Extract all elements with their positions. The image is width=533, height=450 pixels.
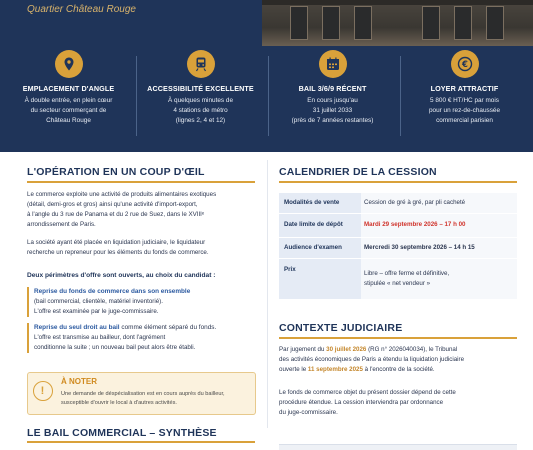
text-line: arrondissement de Paris.	[27, 221, 96, 228]
table-value: Cession de gré à gré, par pli cacheté	[361, 193, 517, 213]
operation-paragraph-2	[27, 238, 255, 258]
feature-divider	[400, 56, 401, 136]
feature-title: ACCESSIBILITÉ EXCELLENTE	[147, 84, 254, 93]
heading-rule	[27, 441, 255, 443]
offer-option-fonds	[27, 287, 257, 317]
table-key: Modalités de vente	[279, 193, 361, 213]
text-line: Une demande de déspécialisation est en cours auprès du bailleur,	[61, 391, 225, 397]
feature-line: 5 800 € HT/HC par mois	[430, 97, 499, 104]
feature-line: (lignes 2, 4 et 12)	[175, 117, 226, 125]
text-fragment: à l'encontre de la société.	[362, 366, 435, 373]
table-row	[279, 258, 517, 299]
storefront-photo	[262, 0, 533, 46]
warning-icon: !	[33, 381, 53, 401]
text-line: La société ayant été placée en liquidation judiciaire, le liquidateur	[27, 239, 206, 246]
text-line: des activités économiques de Paris a étendu la liquidation judiciaire	[279, 356, 465, 363]
heading-rule	[279, 337, 517, 339]
heading-rule	[279, 181, 517, 183]
table-row	[279, 237, 517, 258]
operation-paragraph-1	[27, 190, 255, 230]
feature-title: BAIL 3/6/9 RÉCENT	[298, 84, 367, 93]
offer-lead: Deux périmètres d'offre sont ouverts, au choix du candidat :	[27, 272, 216, 279]
table-value: Mercredi 30 septembre 2026 – 14 h 15	[361, 237, 517, 258]
heading-rule	[27, 181, 255, 183]
table-row	[279, 213, 517, 237]
table-value	[361, 258, 517, 299]
key-features-band	[0, 46, 533, 152]
hero-banner	[0, 0, 533, 46]
svg-text:€: €	[461, 60, 468, 71]
text-line: Le fonds de commerce objet du présent dossier dépend de cette	[279, 389, 456, 396]
feature-bail	[271, 46, 394, 152]
feature-line: À quelques minutes de	[167, 97, 233, 104]
bail-heading: LE BAIL COMMERCIAL – SYNTHÈSE	[27, 427, 217, 439]
text-line: L'offre est examinée par le juge-commissaire.	[34, 308, 159, 315]
text-line: Libre – offre ferme et définitive,	[364, 270, 450, 277]
operation-heading: L'OPÉRATION EN UN COUP D'ŒIL	[27, 166, 205, 178]
text-line: à l'angle du 3 rue de Panama et du 2 rue de Suez, dans le XVIIIᵉ	[27, 211, 205, 218]
text-fragment: ouverte le	[279, 366, 308, 373]
metro-train-icon	[187, 50, 215, 78]
feature-line: pour un rez-de-chaussée	[428, 107, 501, 115]
hero-subtitle: Quartier Château Rouge	[27, 4, 136, 15]
feature-emplacement	[7, 46, 130, 152]
note-box	[27, 372, 256, 415]
judgment-date: 30 juillet 2026	[326, 346, 367, 353]
feature-line: commercial parisien	[436, 117, 493, 125]
text-fragment: (RG n° 2026040034), le Tribunal	[366, 346, 458, 353]
feature-accessibilite	[139, 46, 262, 152]
bail-summary-strip	[279, 444, 517, 450]
text-line: stipulée « net vendeur »	[364, 279, 431, 287]
text-line: recherche un repreneur pour les éléments du fonds de commerce.	[27, 249, 209, 256]
judiciaire-paragraph-1	[279, 345, 511, 375]
column-divider	[267, 160, 268, 428]
feature-divider	[268, 56, 269, 136]
table-key: Audience d'examen	[279, 237, 361, 258]
text-fragment: Par jugement du	[279, 346, 327, 353]
feature-line: 4 stations de métro	[173, 107, 228, 115]
offer-option-title: Reprise du fonds de commerce dans son ensemble	[34, 288, 191, 295]
calendar-table	[279, 193, 517, 300]
feature-line: du secteur commerçant de	[30, 107, 107, 115]
text-line: (bail commercial, clientèle, matériel inventorié).	[34, 298, 163, 305]
feature-line: 31 juillet 2033	[312, 107, 353, 115]
calendar-heading: CALENDRIER DE LA CESSION	[279, 166, 437, 178]
text-line: L'offre est transmise au bailleur, dont l'agrément	[34, 334, 166, 341]
map-pin-icon	[55, 50, 83, 78]
table-key: Date limite de dépôt	[279, 213, 361, 237]
text-line: Le commerce exploite une activité de produits alimentaires exotiques	[27, 191, 217, 198]
text-line: (détail, demi-gros et gros) ainsi qu'une activité d'import-export,	[27, 201, 198, 208]
opening-date: 11 septembre 2025	[307, 366, 363, 373]
judiciaire-paragraph-2	[279, 388, 511, 418]
feature-line: En cours jusqu'au	[307, 97, 358, 104]
offer-option-tail: comme élément séparé du fonds.	[119, 324, 217, 331]
text-line: susceptible d'ouvrir le local à d'autres activités.	[61, 399, 177, 406]
judiciaire-heading: CONTEXTE JUDICIAIRE	[279, 322, 403, 334]
feature-line: (près de 7 années restantes)	[291, 117, 374, 125]
table-row	[279, 193, 517, 213]
text-line: conditionne la suite ; un nouveau bail peut alors être établi.	[34, 344, 196, 351]
feature-title: EMPLACEMENT D'ANGLE	[22, 84, 115, 93]
text-line: procédure étendue. La cession interviendra par ordonnance	[279, 399, 444, 406]
table-key: Prix	[279, 258, 361, 299]
feature-line: À double entrée, en plein cœur	[24, 97, 113, 104]
offer-option-bail	[27, 323, 257, 353]
feature-title: LOYER ATTRACTIF	[430, 84, 499, 93]
feature-line: Château Rouge	[46, 117, 91, 125]
feature-loyer	[403, 46, 526, 152]
feature-divider	[136, 56, 137, 136]
euro-coin-icon	[451, 50, 479, 78]
offer-option-title: Reprise du seul droit au bail	[34, 324, 120, 331]
note-title: À NOTER	[61, 377, 97, 386]
table-value-deadline: Mardi 29 septembre 2026 – 17 h 00	[361, 213, 517, 237]
text-line: du juge-commissaire.	[279, 409, 338, 416]
calendar-icon	[319, 50, 347, 78]
